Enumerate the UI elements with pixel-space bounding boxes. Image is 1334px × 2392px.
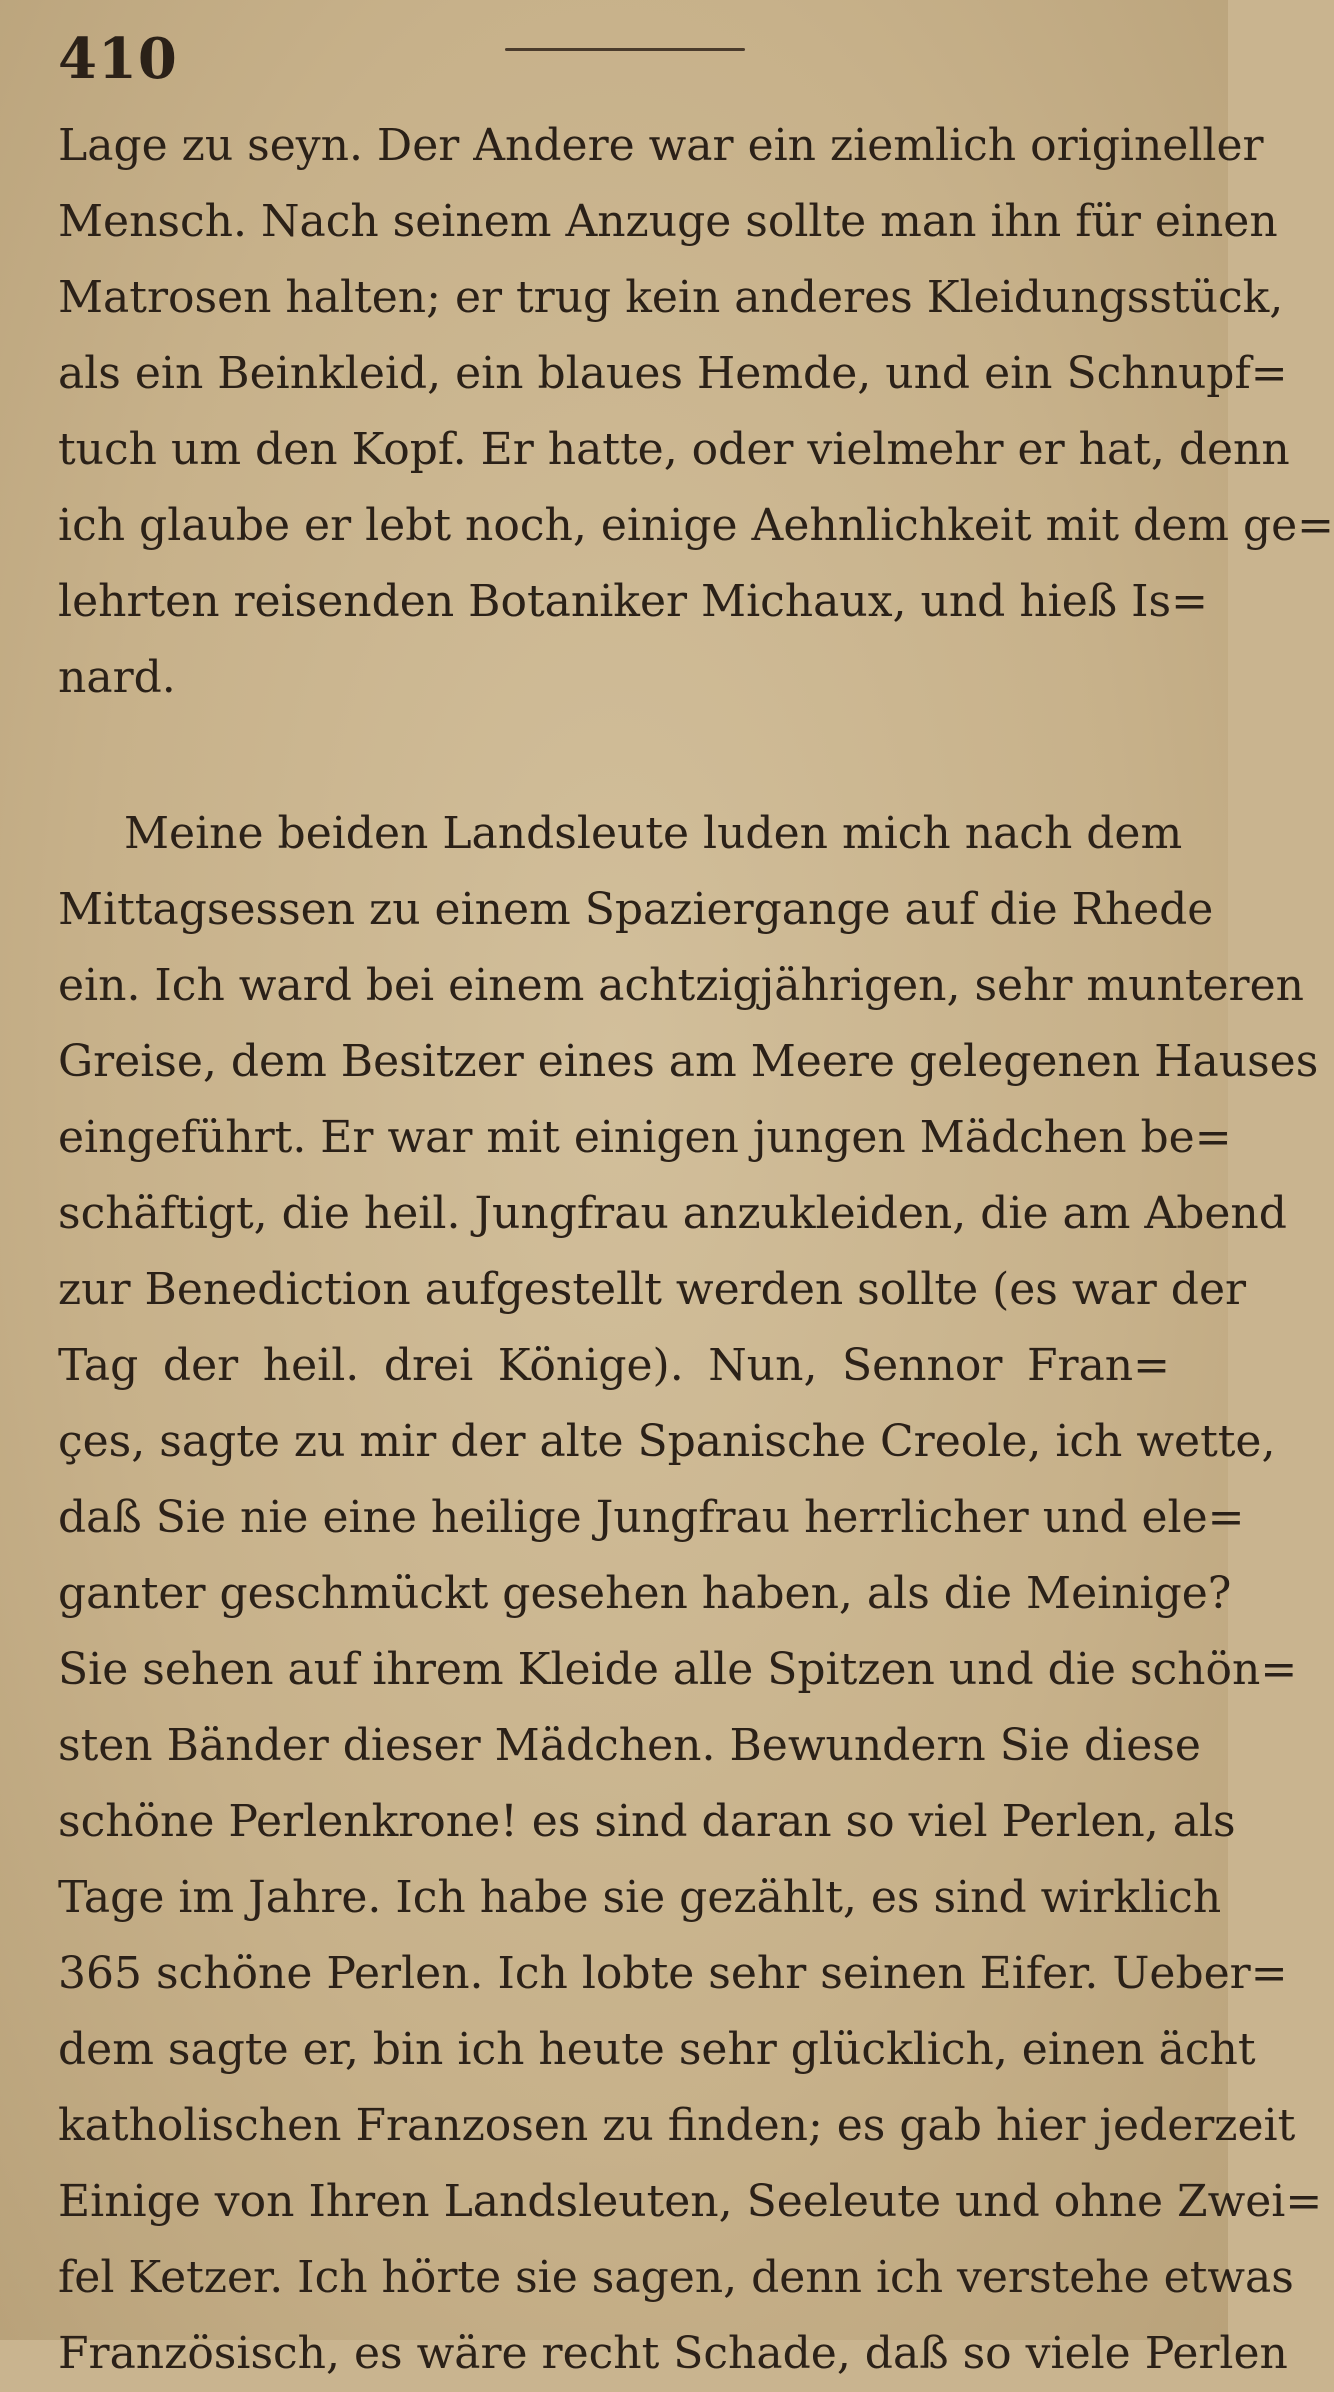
text-line: daß Sie nie eine heilige Jungfrau herrlicher und ele=: [58, 1492, 1245, 1543]
text-line: dem sagte er, bin ich heute sehr glücklich, einen ächt: [58, 2024, 1256, 2075]
text-line: lehrten reisenden Botaniker Michaux, und hieß Is=: [58, 576, 1208, 627]
paragraph-1: [58, 108, 1334, 716]
text-line: Meine beiden Landsleute luden mich nach dem: [124, 808, 1183, 859]
paragraph-gap: [58, 716, 1170, 796]
text-line: çes, sagte zu mir der alte Spanische Creole, ich wette,: [58, 1416, 1276, 1467]
text-line: nard.: [58, 652, 176, 703]
text-line: Greise, dem Besitzer eines am Meere gelegenen Hauses: [58, 1036, 1319, 1087]
text-line: Lage zu seyn. Der Andere war ein ziemlich origineller: [58, 120, 1264, 171]
text-line: Mittagsessen zu einem Spaziergange auf die Rhede: [58, 884, 1214, 935]
text-line: schöne Perlenkrone! es sind daran so viel Perlen, als: [58, 1796, 1236, 1847]
text-line: eingeführt. Er war mit einigen jungen Mädchen be=: [58, 1112, 1232, 1163]
body-text: [58, 108, 1334, 2392]
text-line: katholischen Franzosen zu finden; es gab hier jederzeit: [58, 2100, 1296, 2151]
text-line: tuch um den Kopf. Er hatte, oder vielmehr er hat, denn: [58, 424, 1290, 475]
text-line: zur Benediction aufgestellt werden sollte (es war der: [58, 1264, 1247, 1315]
text-line: Matrosen halten; er trug kein anderes Kleidungsstück,: [58, 272, 1284, 323]
text-line: ich glaube er lebt noch, einige Aehnlichkeit mit dem ge=: [58, 500, 1334, 551]
text-line: schäftigt, die heil. Jungfrau anzukleiden, die am Abend: [58, 1188, 1287, 1239]
text-line: Sie sehen auf ihrem Kleide alle Spitzen und die schön=: [58, 1644, 1298, 1695]
text-line: Einige von Ihren Landsleuten, Seeleute und ohne Zwei=: [58, 2176, 1323, 2227]
text-line: Mensch. Nach seinem Anzuge sollte man ihn für einen: [58, 196, 1278, 247]
text-line: Tage im Jahre. Ich habe sie gezählt, es sind wirklich: [58, 1872, 1222, 1923]
paragraph-2: [58, 796, 1323, 2392]
text-line: fel Ketzer. Ich hörte sie sagen, denn ich verstehe etwas: [58, 2252, 1294, 2303]
text-line: als ein Beinkleid, ein blaues Hemde, und ein Schnupf=: [58, 348, 1288, 399]
text-line: Tag der heil. drei Könige). Nun, Sennor Fran=: [58, 1340, 1170, 1391]
text-line: sten Bänder dieser Mädchen. Bewundern Sie diese: [58, 1720, 1201, 1771]
header-rule: [505, 48, 745, 51]
text-line: 365 schöne Perlen. Ich lobte sehr seinen Eifer. Ueber=: [58, 1948, 1288, 1999]
page-number: 410: [58, 26, 178, 92]
text-line: Französisch, es wäre recht Schade, daß so viele Perlen: [58, 2328, 1288, 2379]
text-line: ganter geschmückt gesehen haben, als die Meinige?: [58, 1568, 1232, 1619]
text-line: ein. Ich ward bei einem achtzigjährigen, sehr munteren: [58, 960, 1304, 1011]
